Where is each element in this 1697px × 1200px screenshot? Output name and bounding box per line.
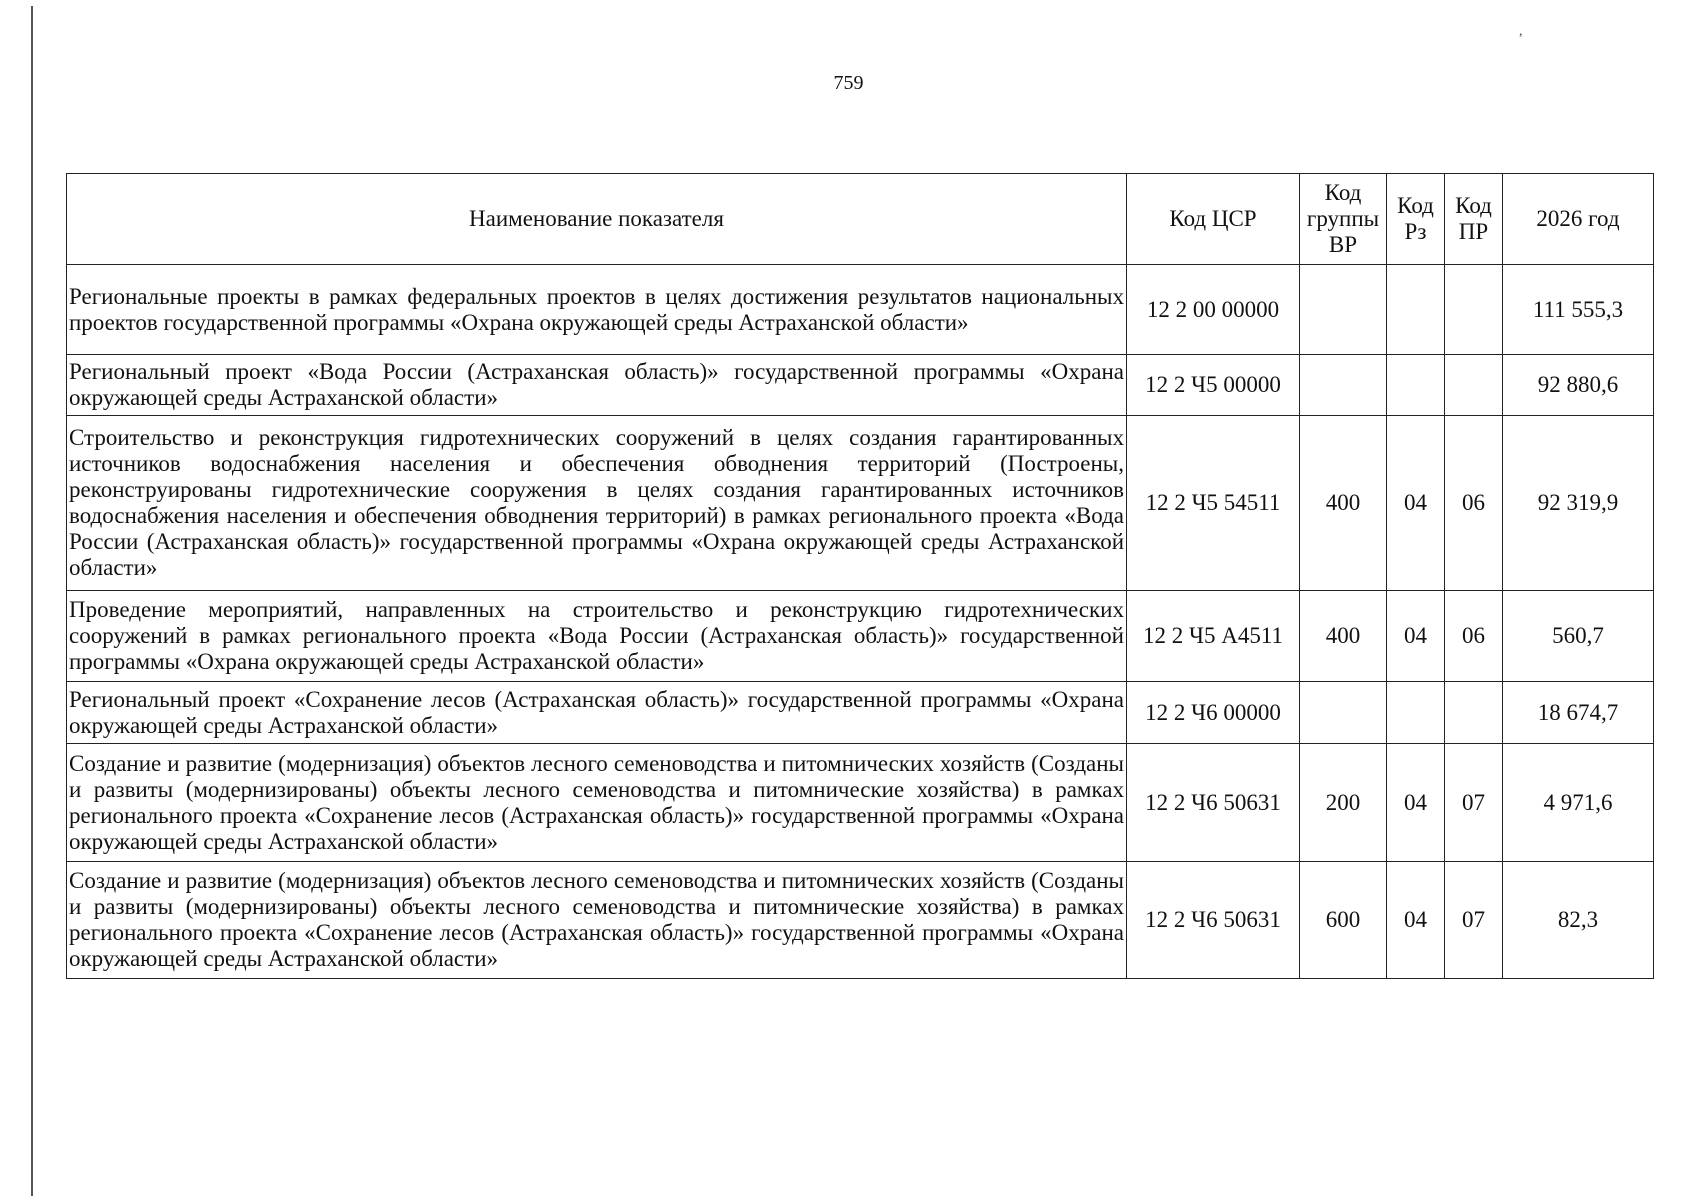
table-row <box>67 591 1654 682</box>
table-row <box>67 744 1654 862</box>
row-name: Проведение мероприятий, направленных на строительство и реконструкцию гидротехнических сооружений в рамках регионального проекта «Вода России (Астраханская область)» государственной программы «Охрана окружающей среды Астраханской области» <box>67 591 1127 682</box>
row-pr-code <box>1445 682 1503 744</box>
row-pr-code: 06 <box>1445 416 1503 591</box>
row-name: Строительство и реконструкция гидротехнических сооружений в целях создания гарантированных источников водоснабжения населения и обеспечения обводнения территорий (Построены, реконструированы гидротехнические сооружения в целях создания гарантированных источников водоснабжения населения и обеспечения обводнения территорий) в рамках регионального проекта «Вода России (Астраханская область)» государственной программы «Охрана окружающей среды Астраханской области» <box>67 416 1127 591</box>
table-row <box>67 265 1654 355</box>
row-name: Создание и развитие (модернизация) объектов лесного семеноводства и питомнических хозяйств (Созданы и развиты (модернизированы) объекты лесного семеноводства и питомнические хозяйства) в рамках регионального проекта «Сохранение лесов (Астраханская область)» государственной программы «Охрана окружающей среды Астраханской области» <box>67 862 1127 979</box>
header-pr-code: Код ПР <box>1445 174 1503 265</box>
header-rz-code: Код Рз <box>1387 174 1445 265</box>
row-vr-code: 600 <box>1300 862 1387 979</box>
row-name: Региональные проекты в рамках федеральных проектов в целях достижения результатов национальных проектов государственной программы «Охрана окружающей среды Астраханской области» <box>67 265 1127 355</box>
scan-margin-line <box>31 6 33 1196</box>
row-rz-code: 04 <box>1387 744 1445 862</box>
budget-table <box>66 173 1654 979</box>
row-vr-code: 400 <box>1300 416 1387 591</box>
row-amount: 4 971,6 <box>1503 744 1654 862</box>
header-name: Наименование показателя <box>67 174 1127 265</box>
row-vr-code: 200 <box>1300 744 1387 862</box>
row-name: Создание и развитие (модернизация) объектов лесного семеноводства и питомнических хозяйств (Созданы и развиты (модернизированы) объекты лесного семеноводства и питомнические хозяйства) в рамках регионального проекта «Сохранение лесов (Астраханская область)» государственной программы «Охрана окружающей среды Астраханской области» <box>67 744 1127 862</box>
row-csr-code: 12 2 Ч6 00000 <box>1127 682 1300 744</box>
row-amount: 560,7 <box>1503 591 1654 682</box>
row-rz-code: 04 <box>1387 416 1445 591</box>
row-pr-code: 06 <box>1445 591 1503 682</box>
table-row <box>67 862 1654 979</box>
row-csr-code: 12 2 Ч5 54511 <box>1127 416 1300 591</box>
row-rz-code <box>1387 355 1445 416</box>
header-vr-group-code: Код группы ВР <box>1300 174 1387 265</box>
row-name: Региональный проект «Вода России (Астраханская область)» государственной программы «Охрана окружающей среды Астраханской области» <box>67 355 1127 416</box>
row-pr-code <box>1445 265 1503 355</box>
row-csr-code: 12 2 Ч6 50631 <box>1127 744 1300 862</box>
table-row <box>67 416 1654 591</box>
row-csr-code: 12 2 Ч5 А4511 <box>1127 591 1300 682</box>
row-csr-code: 12 2 Ч5 00000 <box>1127 355 1300 416</box>
table-row <box>67 355 1654 416</box>
row-amount: 92 880,6 <box>1503 355 1654 416</box>
row-rz-code <box>1387 265 1445 355</box>
row-amount: 82,3 <box>1503 862 1654 979</box>
row-vr-code <box>1300 355 1387 416</box>
table-row <box>67 682 1654 744</box>
row-pr-code: 07 <box>1445 862 1503 979</box>
row-pr-code <box>1445 355 1503 416</box>
row-vr-code <box>1300 265 1387 355</box>
page-number: 759 <box>833 72 864 94</box>
row-vr-code: 400 <box>1300 591 1387 682</box>
scan-speck: , <box>1519 24 1523 39</box>
row-amount: 18 674,7 <box>1503 682 1654 744</box>
row-name: Региональный проект «Сохранение лесов (Астраханская область)» государственной программы «Охрана окружающей среды Астраханской области» <box>67 682 1127 744</box>
header-csr-code: Код ЦСР <box>1127 174 1300 265</box>
table-header-row <box>67 174 1654 265</box>
row-csr-code: 12 2 00 00000 <box>1127 265 1300 355</box>
row-amount: 111 555,3 <box>1503 265 1654 355</box>
row-vr-code <box>1300 682 1387 744</box>
row-amount: 92 319,9 <box>1503 416 1654 591</box>
row-rz-code: 04 <box>1387 591 1445 682</box>
header-year-2026: 2026 год <box>1503 174 1654 265</box>
row-csr-code: 12 2 Ч6 50631 <box>1127 862 1300 979</box>
row-rz-code <box>1387 682 1445 744</box>
row-rz-code: 04 <box>1387 862 1445 979</box>
row-pr-code: 07 <box>1445 744 1503 862</box>
